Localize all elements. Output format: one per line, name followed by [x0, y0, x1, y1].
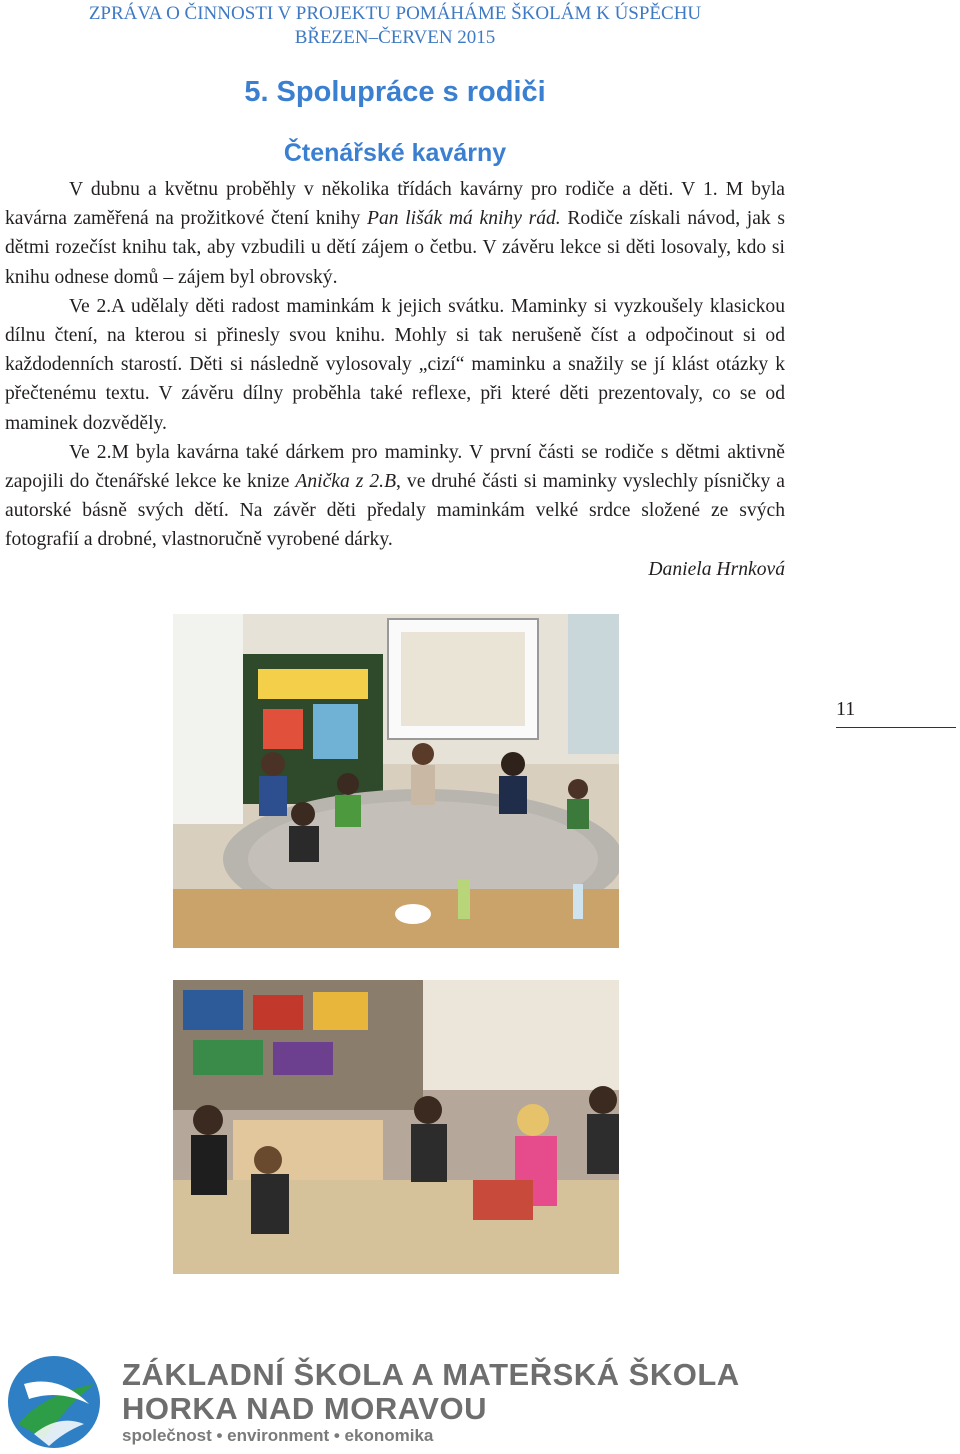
paragraph-2: Ve 2.A udělaly děti radost maminkám k jejich svátku. Maminky si vyzkoušely klasickou dílnu čtení, na kterou si přinesly svou knihu. Mohly si tak nerušeně číst a odpočinout si od každodenních starostí. Děti si následně vylosovaly „cizí“ maminku a snažily se jí klást otázky k přečtenému textu. V závěru dílny proběhla také reflexe, při které děti prezentovaly, co se od maminek dozvěděly. — [5, 295, 785, 434]
subsection-title: Čtenářské kavárny — [283, 139, 507, 167]
photo-reading-tables-image — [173, 980, 619, 1274]
running-header — [0, 2, 790, 50]
paragraph-3: Ve 2.M byla kavárna také dárkem pro maminky. V první části se rodiče s dětmi aktivně zapojili do čtenářské lekce ke knize Anička z 2.B, ve druhé části si maminky vyslechly písničky a autorské básně svých dětí. Na závěr děti předaly maminkám velké srdce složené ze svých fotografií a drobné, vlastnoručně vyrobené dárky. — [5, 441, 785, 551]
section-title: 5. Spolupráce s rodiči — [244, 76, 546, 108]
author-signature: Daniela Hrnková — [648, 558, 785, 580]
page-number: 11 — [836, 698, 956, 728]
photo-reading-circle-image — [173, 614, 619, 948]
article-body — [5, 175, 785, 584]
paragraph-1: V dubnu a květnu proběhly v několika třídách kavárny pro rodiče a děti. V 1. M byla kavárna zaměřená na prožitkové čtení knihy Pan lišák má knihy rád. Rodiče získali návod, jak s dětmi rozečíst knihu tak, aby vzbudili u dětí zájem o četbu. V závěru lekce si děti losovaly, kdo si knihu odnese domů – zájem byl obrovský. — [5, 179, 785, 288]
footer-tagline: společnost • environment • ekonomika — [122, 1426, 434, 1445]
book-title-2: Anička z 2.B — [295, 471, 397, 493]
photo-reading-tables — [173, 980, 619, 1274]
header-line-1: ZPRÁVA O ČINNOSTI V PROJEKTU POMÁHÁME ŠKOLÁM K ÚSPĚCHU — [88, 3, 702, 24]
photo-reading-circle — [173, 614, 619, 948]
footer-school-name-1: ZÁKLADNÍ ŠKOLA A MATEŘSKÁ ŠKOLA — [122, 1357, 740, 1392]
footer-school-name-2: HORKA NAD MORAVOU — [122, 1391, 487, 1426]
header-line-2: BŘEZEN–ČERVEN 2015 — [294, 27, 496, 48]
school-logo — [4, 1354, 104, 1450]
book-title-1: Pan lišák má knihy rád. — [367, 208, 561, 230]
